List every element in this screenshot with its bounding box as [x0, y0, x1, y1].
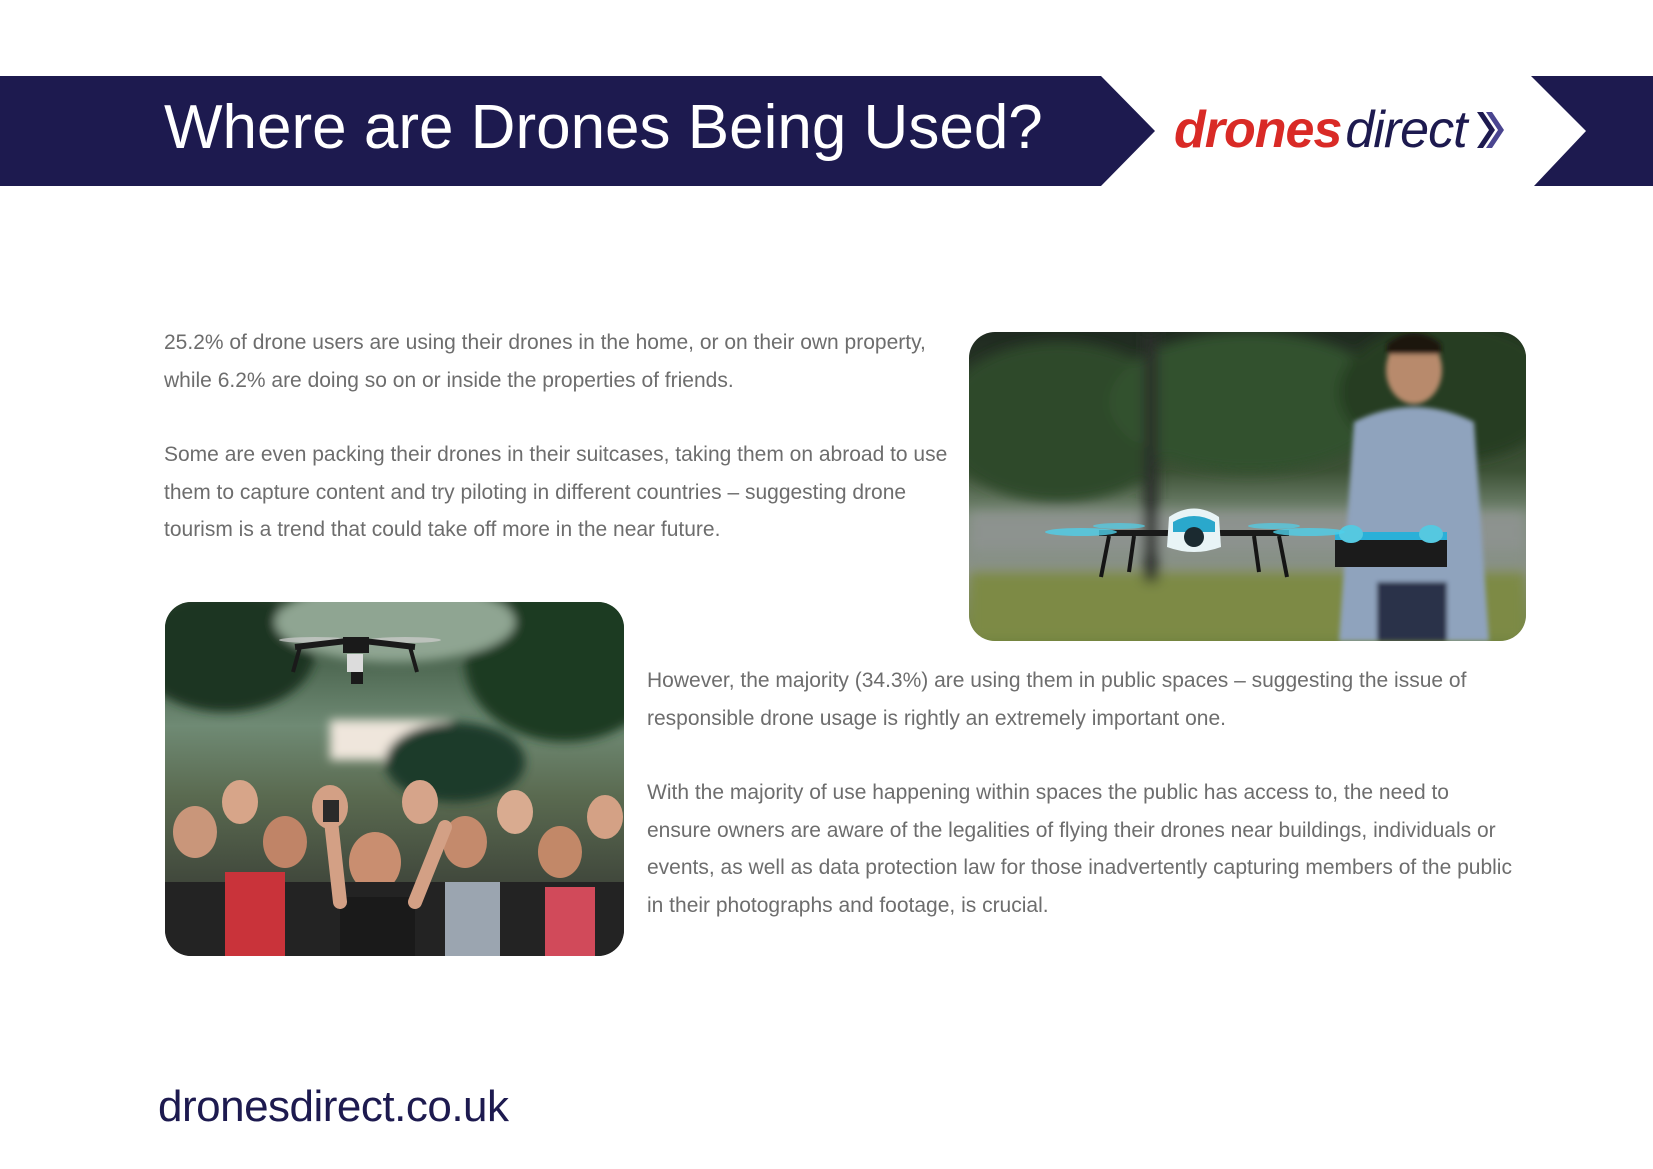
page-title: Where are Drones Being Used?: [164, 93, 1043, 162]
man-flying-quadcopter-photo: [969, 332, 1526, 641]
crowd-filming-drone-photo: [165, 602, 624, 956]
footer-website-link[interactable]: dronesdirect.co.uk: [158, 1082, 509, 1131]
paragraph-legalities: With the majority of use happening within spaces the public has access to, the need to ensure owners are aware of the legalities of flying their drones near buildings, individuals or events, as well as data protection law for those inadvertently capturing members of the public in their photographs and footage, is crucial.: [647, 781, 1512, 917]
paragraph-public-spaces: However, the majority (34.3%) are using them in public spaces – suggesting the issue of responsible drone usage is rightly an extremely important one.: [647, 669, 1467, 730]
brand-logo[interactable]: [1174, 98, 1507, 162]
intro-text-block: [164, 324, 954, 549]
paragraph-home-usage: 25.2% of drone users are using their drones in the home, or on their own property, while 6.2% are doing so on or inside the properties of friends.: [164, 331, 926, 392]
paragraph-drone-tourism: Some are even packing their drones in their suitcases, taking them on abroad to use them to capture content and try piloting in different countries – suggesting drone tourism is a trend that could take off more in the near future.: [164, 443, 948, 541]
public-spaces-text-block: [647, 662, 1517, 924]
logo-text-drones: drones: [1174, 101, 1342, 159]
double-chevron-right-icon: [1477, 108, 1507, 152]
logo-text-direct: direct: [1345, 101, 1467, 159]
